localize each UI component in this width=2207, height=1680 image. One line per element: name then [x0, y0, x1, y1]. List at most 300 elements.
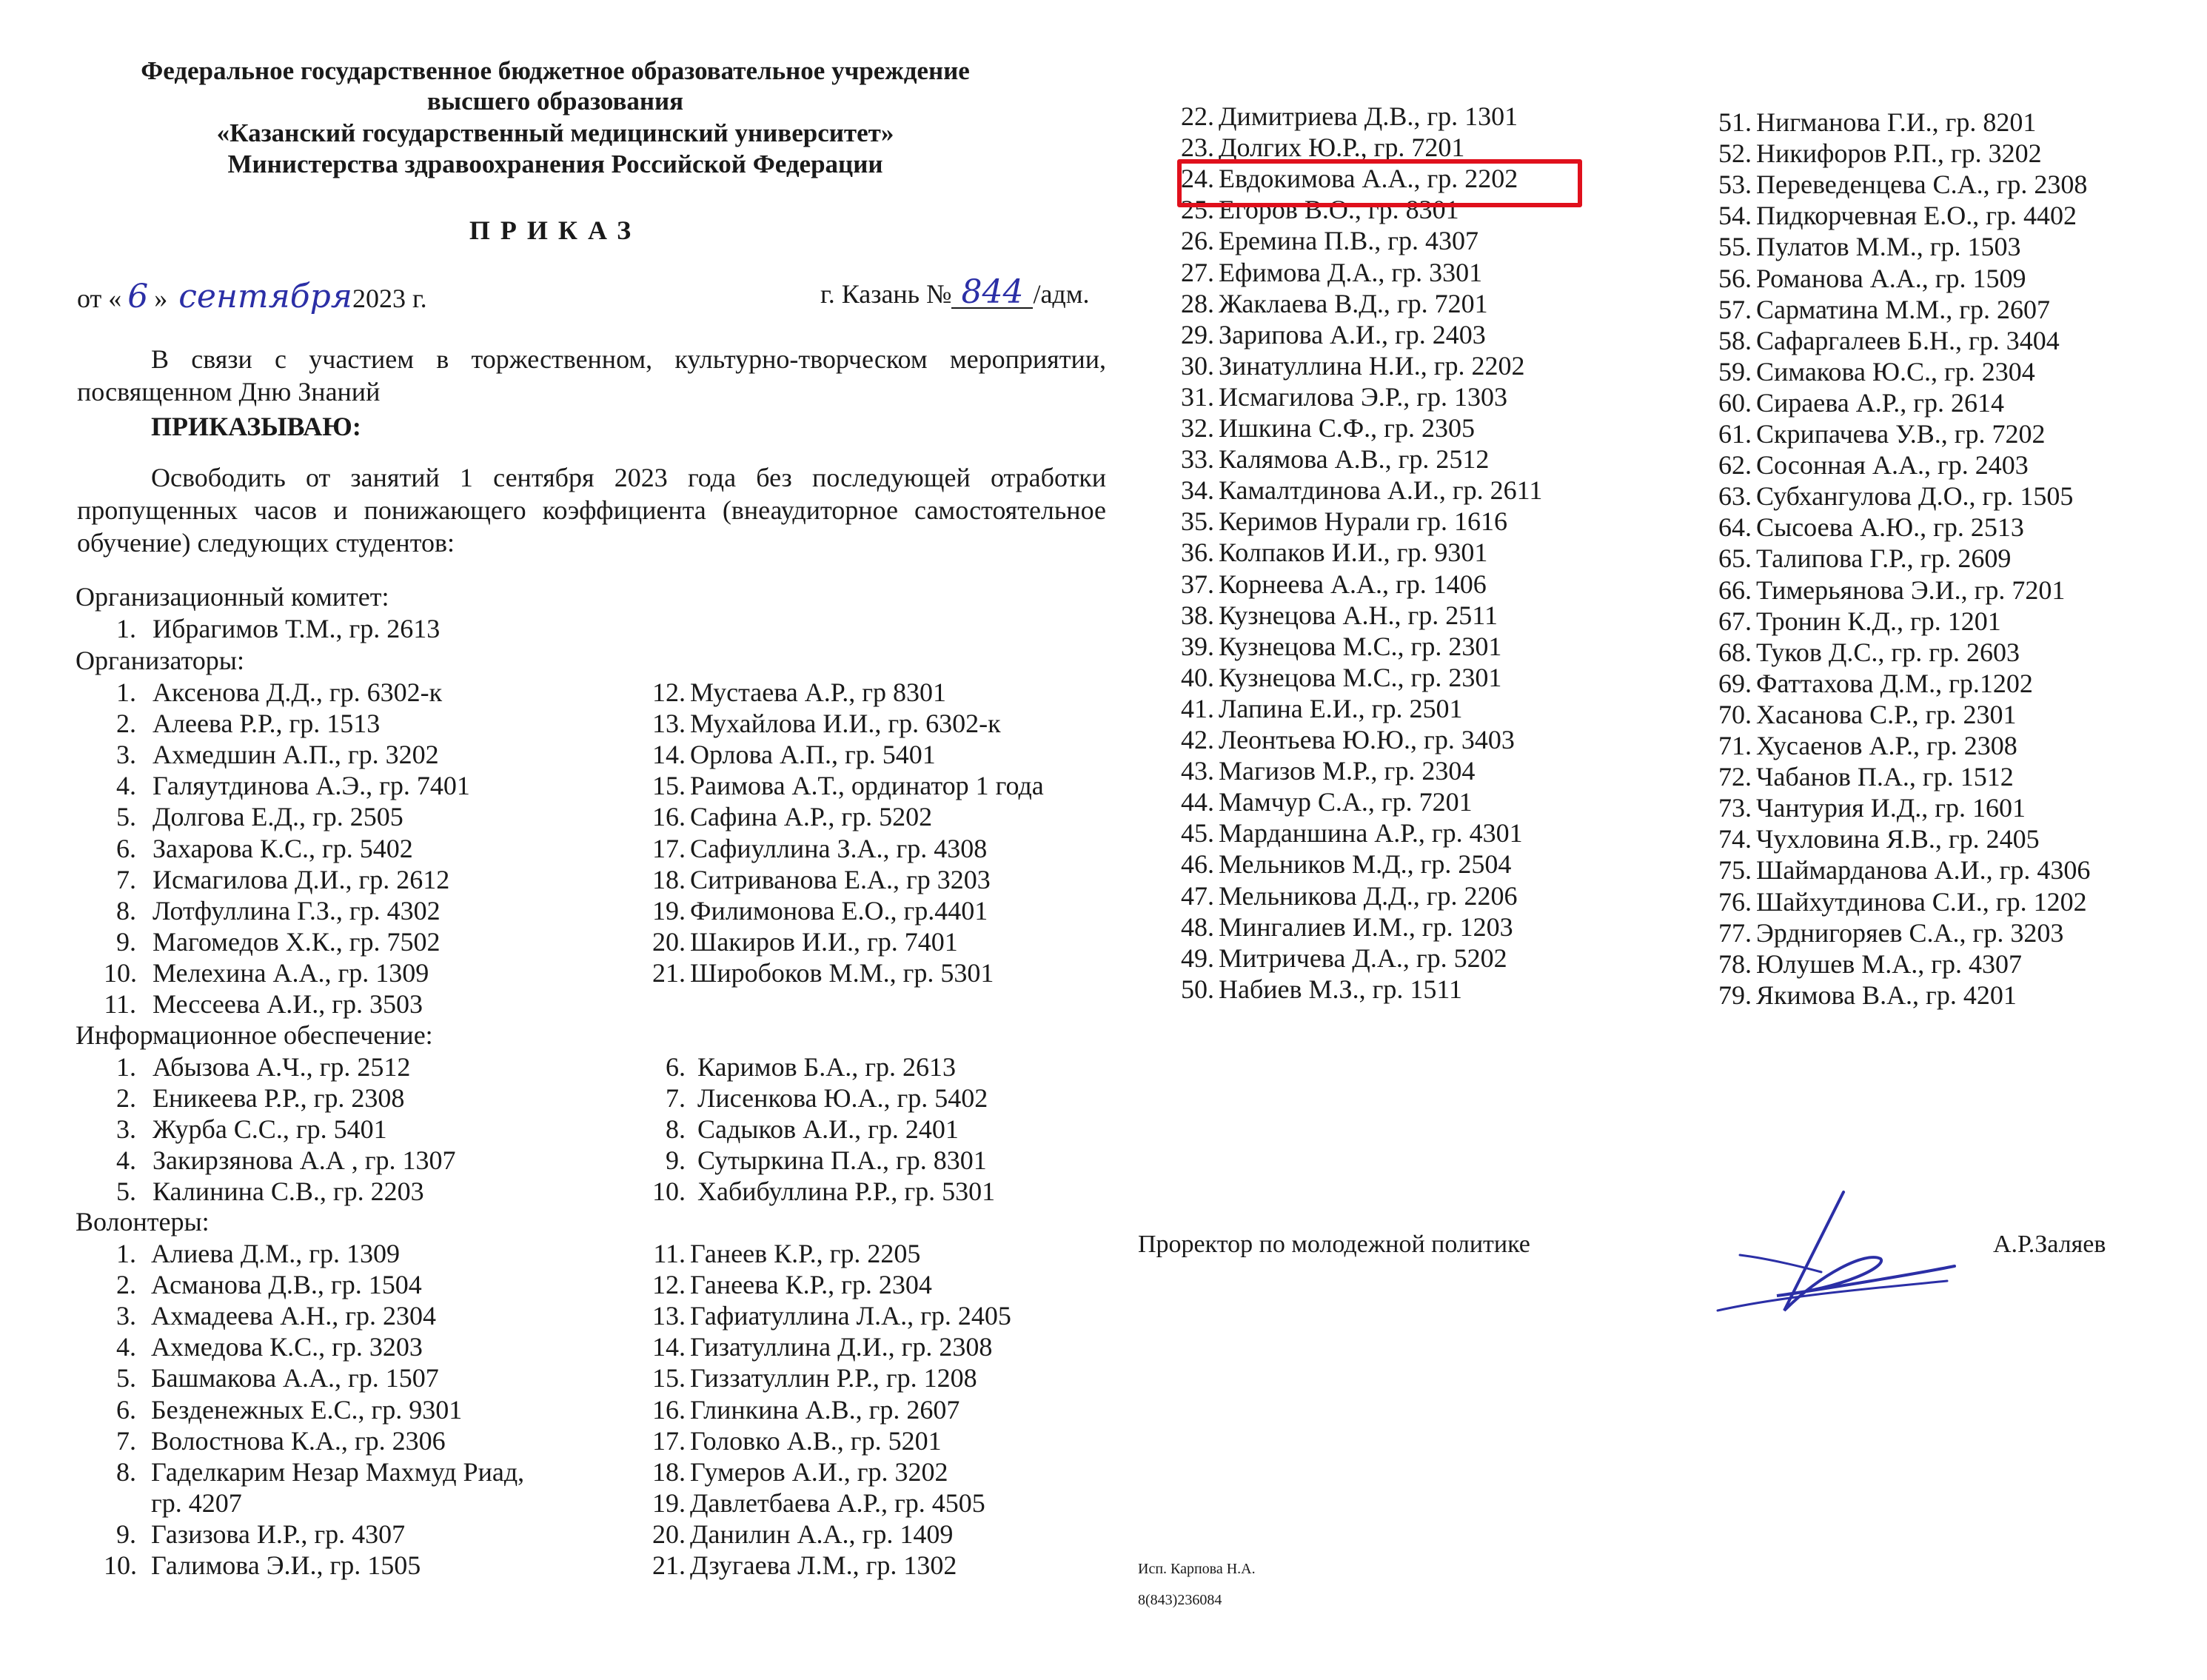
list-item — [104, 801, 403, 832]
instruction-paragraph: Освободить от занятий 1 сентября 2023 года без последующей отработки пропущенных часов и понижающего коэффициента (внеаудиторное самостоятельное обучение) следующих студентов: — [77, 463, 1106, 558]
list-item — [1709, 263, 2026, 294]
list-item-number: 46. — [1181, 849, 1214, 880]
list-item-number: 1. — [116, 1052, 136, 1082]
list-item-text: Гиззатуллин Р.Р., гр. 1208 — [690, 1363, 977, 1393]
list-item-number: 4. — [116, 1332, 136, 1362]
list-item — [1709, 481, 2073, 512]
list-item-number: 2. — [116, 1083, 136, 1114]
list-item-text: Асманова Д.В., гр. 1504 — [151, 1270, 422, 1300]
list-item-text: Камалтдинова А.И., гр. 2611 — [1219, 475, 1543, 506]
list-item — [1171, 693, 1462, 724]
list-item-number: 12. — [652, 677, 686, 707]
list-item-number: 31. — [1181, 381, 1214, 412]
list-item-number: 6. — [666, 1052, 686, 1082]
list-item-text: Галяутдинова А.Э., гр. 7401 — [153, 771, 470, 801]
list-item-text: Шаймарданова А.И., гр. 4306 — [1756, 855, 2091, 886]
list-item — [1709, 231, 2020, 262]
list-item — [643, 1487, 985, 1519]
highlight-box — [1177, 159, 1582, 207]
list-item — [1171, 475, 1542, 506]
list-item-text: Широбоков М.М., гр. 5301 — [690, 957, 994, 988]
list-item — [104, 677, 442, 708]
list-item-number: 4. — [116, 1145, 136, 1176]
list-item-text: Шакиров И.И., гр. 7401 — [690, 926, 958, 957]
list-item — [104, 864, 449, 895]
list-item-text: гр. 4207 — [151, 1487, 242, 1518]
list-item-number: 57. — [1718, 294, 1752, 324]
list-item-number: 69. — [1718, 668, 1752, 698]
list-item — [1171, 225, 1478, 256]
list-item-text: Тимерьянова Э.И., гр. 7201 — [1756, 575, 2066, 605]
list-item — [643, 1519, 953, 1550]
list-item-number: 6. — [116, 1394, 136, 1425]
list-item-text: Сираева А.Р., гр. 2614 — [1756, 387, 2005, 418]
list-item-number: 79. — [1718, 980, 1752, 1010]
list-item-text: Сарматина М.М., гр. 2607 — [1756, 294, 2051, 324]
list-item-number: 5. — [116, 1177, 136, 1207]
list-item-number: 14. — [652, 1332, 686, 1362]
list-item-text: Ганеева К.Р., гр. 2304 — [690, 1270, 932, 1300]
list-item — [643, 957, 994, 988]
list-item-text: Ибрагимов Т.М., гр. 2613 — [153, 614, 441, 643]
list-item — [1709, 854, 2090, 886]
list-item — [1709, 606, 2001, 637]
header-line-3: «Казанский государственный медицинский университет» — [216, 118, 894, 147]
list-item-text: Дзугаева Л.М., гр. 1302 — [690, 1550, 957, 1580]
list-item-text: Алиева Д.М., гр. 1309 — [151, 1239, 401, 1268]
list-item — [643, 1145, 987, 1176]
list-item-text: Алеева Р.Р., гр. 1513 — [153, 709, 381, 739]
list-item-number: 54. — [1718, 201, 1752, 231]
list-item-text: Орлова А.П., гр. 5401 — [690, 740, 936, 770]
list-item-number: 9. — [116, 1519, 136, 1549]
list-item-number: 13. — [652, 1301, 686, 1331]
list-item-number: 15. — [652, 1363, 686, 1393]
list-item-text: Митричева Д.А., гр. 5202 — [1219, 943, 1507, 973]
list-item-number: 64. — [1718, 512, 1752, 543]
list-item-number: 66. — [1718, 575, 1752, 605]
list-item-text: Зарипова А.И., гр. 2403 — [1219, 319, 1486, 349]
list-item — [1171, 288, 1488, 319]
list-item-text: Долгова Е.Д., гр. 2505 — [153, 802, 403, 832]
list-item-text: Лотфуллина Г.З., гр. 4302 — [153, 895, 441, 926]
list-item — [1171, 506, 1507, 537]
list-item-text: Ишкина С.Ф., гр. 2305 — [1219, 413, 1475, 443]
list-item-text: Хусаенов А.Р., гр. 2308 — [1756, 731, 2017, 760]
list-item-text: Тронин К.Д., гр. 1201 — [1756, 606, 2001, 636]
list-item — [1171, 257, 1482, 288]
list-item-number: 3. — [116, 740, 136, 770]
list-item-text: Мухайлова И.И., гр. 6302-к — [690, 709, 1001, 739]
list-item-text: Исмагилова Д.И., гр. 2612 — [153, 864, 450, 894]
list-item-number: 56. — [1718, 263, 1752, 293]
list-item-number: 28. — [1181, 288, 1214, 318]
order-month: сентября — [178, 278, 352, 315]
list-item — [104, 926, 441, 957]
list-item-text: Ганеев К.Р., гр. 2205 — [690, 1239, 921, 1268]
list-item — [104, 1331, 423, 1362]
list-item-number: 70. — [1718, 699, 1752, 729]
list-item-number: 2. — [116, 1270, 136, 1300]
list-item-text: Ефимова Д.А., гр. 3301 — [1219, 257, 1483, 287]
list-item — [1709, 730, 2017, 761]
list-item-number: 43. — [1181, 756, 1214, 786]
section-organizers: Организаторы: — [76, 646, 244, 675]
list-item-text: Субхангулова Д.О., гр. 1505 — [1756, 481, 2074, 512]
list-item — [1709, 387, 2004, 418]
list-item — [1171, 569, 1487, 600]
list-item-number: 3. — [116, 1301, 136, 1331]
list-item — [1171, 319, 1486, 350]
list-item-text: Ахмадеева А.Н., гр. 2304 — [151, 1301, 437, 1331]
list-item-number: 21. — [652, 957, 686, 988]
list-item-text: Нигманова Г.И., гр. 8201 — [1756, 107, 2037, 137]
list-item — [1709, 948, 2022, 980]
list-item-text: Гаделкарим Незар Махмуд Риад, — [151, 1456, 525, 1487]
list-item-number: 73. — [1718, 793, 1752, 823]
list-item — [1709, 980, 2017, 1011]
list-item-number: 68. — [1718, 637, 1752, 667]
list-item — [104, 988, 423, 1020]
list-item — [104, 1487, 242, 1519]
list-item-text: Мустаева А.Р., гр 8301 — [690, 677, 947, 707]
list-item — [643, 1114, 959, 1145]
list-item — [1709, 699, 2016, 730]
list-item — [1709, 668, 2033, 699]
list-item — [1171, 880, 1517, 911]
list-item-text: Мессеева А.И., гр. 3503 — [153, 989, 423, 1019]
list-item-number: 40. — [1181, 662, 1214, 692]
list-item — [104, 1550, 421, 1581]
list-item-number: 29. — [1181, 319, 1214, 349]
list-item-text: Пулатов М.М., гр. 1503 — [1756, 232, 2021, 262]
list-item-number: 6. — [116, 833, 136, 863]
list-item-number: 7. — [666, 1083, 686, 1114]
list-item — [104, 708, 380, 739]
list-item-number: 19. — [652, 1487, 686, 1518]
list-item-number: 7. — [116, 864, 136, 894]
list-item — [1709, 449, 2029, 481]
list-item-number: 75. — [1718, 855, 1752, 886]
list-item — [104, 1456, 524, 1487]
list-item-number: 17. — [652, 833, 686, 863]
list-item-number: 11. — [104, 989, 136, 1019]
list-item-number: 2. — [116, 709, 136, 739]
list-item — [104, 1362, 439, 1393]
list-item-text: Садыков А.И., гр. 2401 — [697, 1114, 959, 1145]
list-item — [1709, 792, 2026, 823]
list-item — [1171, 662, 1501, 693]
list-item-number: 20. — [652, 1519, 686, 1549]
signatory-name: А.Р.Заляев — [1993, 1231, 2106, 1258]
list-item-text: Волостнова К.А., гр. 2306 — [151, 1425, 446, 1456]
list-item-number: 59. — [1718, 356, 1752, 386]
list-item-text: Глинкина А.В., гр. 2607 — [690, 1394, 960, 1425]
list-item-text: Башмакова А.А., гр. 1507 — [151, 1363, 439, 1393]
list-item-text: Хасанова С.Р., гр. 2301 — [1756, 699, 2017, 729]
list-item-number: 77. — [1718, 917, 1752, 948]
list-item-text: Леонтьева Ю.Ю., гр. 3403 — [1219, 725, 1515, 754]
list-item-text: Кузнецова М.С., гр. 2301 — [1219, 662, 1502, 692]
list-item-text: Керимов Нурали гр. 1616 — [1219, 506, 1507, 537]
order-num: 844 — [951, 278, 1033, 309]
section-info: Информационное обеспечение: — [76, 1020, 433, 1050]
list-item-text: Гумеров А.И., гр. 3202 — [690, 1456, 948, 1487]
list-item-text: Ситриванова Е.А., гр 3203 — [690, 864, 991, 894]
list-item-text: Ахмедшин А.П., гр. 3202 — [153, 740, 439, 770]
list-item — [104, 957, 429, 988]
list-item-text: Переведенцева С.А., гр. 2308 — [1756, 170, 2088, 200]
list-item-number: 18. — [652, 1456, 686, 1487]
list-item — [104, 1519, 405, 1550]
list-item — [643, 1082, 988, 1114]
list-item — [1709, 356, 2035, 387]
list-item — [643, 926, 958, 957]
order-city-num: г. Казань № — [820, 279, 952, 309]
list-item — [1709, 512, 2024, 543]
list-item-number: 10. — [104, 957, 137, 988]
list-item-number: 53. — [1718, 170, 1752, 200]
list-item-number: 23. — [1181, 133, 1214, 163]
list-item-text: Сутыркина П.А., гр. 8301 — [697, 1145, 987, 1176]
order-close-quote: » — [154, 284, 168, 313]
list-item-number: 12. — [652, 1270, 686, 1300]
list-item — [104, 1145, 456, 1176]
list-item — [104, 1425, 446, 1456]
list-item-text: Долгих Ю.Р., гр. 7201 — [1219, 133, 1465, 163]
list-item-number: 8. — [116, 1456, 136, 1487]
list-item-text: Мельникова Д.Д., гр. 2206 — [1219, 880, 1518, 911]
section-volunteers: Волонтеры: — [76, 1207, 210, 1236]
list-item-number: 49. — [1181, 943, 1214, 973]
list-item-number: 52. — [1718, 138, 1752, 169]
list-item-text: Пидкорчевная Е.О., гр. 4402 — [1756, 201, 2077, 231]
list-item-text: Галимова Э.И., гр. 1505 — [151, 1550, 421, 1580]
list-item-number: 22. — [1181, 101, 1214, 131]
list-item-text: Шайхутдинова С.И., гр. 1202 — [1756, 886, 2087, 917]
list-item-number: 8. — [116, 895, 136, 926]
list-item-text: Мамчур С.А., гр. 7201 — [1219, 787, 1473, 817]
list-item — [104, 1394, 462, 1425]
list-item — [1171, 974, 1462, 1005]
list-item — [1171, 817, 1523, 849]
list-item — [1171, 101, 1518, 132]
list-item — [643, 770, 1044, 801]
list-item-text: Филимонова Е.О., гр.4401 — [690, 895, 988, 926]
list-item — [643, 1456, 948, 1487]
document-title: ПРИКАЗ — [469, 215, 642, 245]
list-item — [1709, 917, 2063, 948]
list-item — [643, 801, 932, 832]
list-item-text: Каримов Б.А., гр. 2613 — [697, 1052, 956, 1082]
list-item — [104, 1051, 410, 1082]
list-item — [104, 739, 439, 770]
list-item-number: 15. — [652, 771, 686, 801]
list-item-number: 16. — [652, 802, 686, 832]
list-item-text: Симакова Ю.С., гр. 2304 — [1756, 356, 2035, 386]
list-item-text: Давлетбаева А.Р., гр. 4505 — [690, 1487, 985, 1518]
order-day: 6 — [127, 278, 149, 315]
list-item-text: Исмагилова Э.Р., гр. 1303 — [1219, 381, 1508, 412]
list-item — [643, 1550, 957, 1581]
list-item-text: Юлушев М.А., гр. 4307 — [1756, 948, 2022, 979]
list-item — [1709, 418, 2046, 449]
list-item-number: 36. — [1181, 538, 1214, 568]
list-item — [1709, 107, 2036, 138]
list-item-text: Романова А.А., гр. 1509 — [1756, 263, 2026, 293]
list-item-number: 71. — [1718, 731, 1752, 760]
list-item-text: Кузнецова А.Н., гр. 2511 — [1219, 600, 1498, 630]
list-item-text: Талипова Г.Р., гр. 2609 — [1756, 543, 2012, 574]
list-item-text: Магизов М.Р., гр. 2304 — [1219, 756, 1476, 786]
list-item-text: Сафиуллина З.А., гр. 4308 — [690, 833, 988, 863]
list-item-number: 55. — [1718, 232, 1752, 262]
list-item-number: 37. — [1181, 569, 1214, 599]
list-item-text: Корнеева А.А., гр. 1406 — [1219, 569, 1487, 599]
list-item — [1171, 537, 1487, 568]
list-item-number: 65. — [1718, 543, 1752, 574]
list-item-text: Калямова А.В., гр. 2512 — [1219, 444, 1490, 475]
list-item-text: Еникеева Р.Р., гр. 2308 — [153, 1083, 405, 1114]
list-item-number: 50. — [1181, 974, 1214, 1004]
list-item-text: Марданшина А.Р., гр. 4301 — [1219, 818, 1523, 849]
list-item — [643, 1238, 920, 1269]
list-item-text: Эрднигоряев С.А., гр. 3203 — [1756, 917, 2064, 948]
list-item — [1171, 786, 1473, 817]
intro-paragraph: В связи с участием в торжественном, культурно-творческом мероприятии, посвященном Дню Знаний — [77, 344, 1106, 406]
header-line-4: Министерства здравоохранения Российской Федерации — [227, 150, 883, 178]
order-number — [820, 273, 1090, 311]
list-item — [104, 1300, 436, 1331]
list-item-text: Калинина С.В., гр. 2203 — [153, 1177, 424, 1207]
list-item-number: 60. — [1718, 387, 1752, 418]
list-item-number: 9. — [666, 1145, 686, 1176]
list-item-text: Гизатуллина Д.И., гр. 2308 — [690, 1332, 993, 1362]
list-item — [643, 864, 991, 895]
list-item — [1709, 200, 2077, 231]
header-line-2: высшего образования — [426, 87, 684, 116]
list-item-number: 7. — [116, 1425, 136, 1456]
list-item-number: 30. — [1181, 350, 1214, 381]
list-item-text: Фаттахова Д.М., гр.1202 — [1756, 668, 2033, 698]
signatory-position: Проректор по молодежной политике — [1138, 1231, 1530, 1258]
list-item-text: Димитриева Д.В., гр. 1301 — [1219, 101, 1518, 131]
list-item — [104, 770, 470, 801]
list-item — [1709, 823, 2040, 854]
list-item-number: 14. — [652, 740, 686, 770]
list-item-number: 63. — [1718, 481, 1752, 512]
list-item-text: Газизова И.Р., гр. 4307 — [151, 1519, 406, 1549]
list-item-number: 4. — [116, 771, 136, 801]
list-item-number: 1. — [116, 1239, 136, 1268]
list-item-number: 34. — [1181, 475, 1214, 506]
list-item — [1709, 294, 2050, 325]
list-item-number: 61. — [1718, 419, 1752, 449]
list-item-number: 51. — [1718, 107, 1752, 137]
list-item — [104, 833, 413, 864]
order-suffix: /адм. — [1033, 279, 1090, 309]
list-item-number: 8. — [666, 1114, 686, 1145]
list-item — [1171, 412, 1475, 444]
list-item-number: 5. — [116, 802, 136, 832]
order-ot: от « — [77, 284, 122, 313]
list-item-number: 76. — [1718, 886, 1752, 917]
list-item-text: Кузнецова М.С., гр. 2301 — [1219, 631, 1502, 661]
list-item — [1171, 631, 1501, 662]
list-item — [643, 677, 946, 708]
list-item-number: 10. — [652, 1177, 686, 1207]
list-item-number: 44. — [1181, 787, 1214, 817]
list-item — [1171, 755, 1475, 786]
list-item — [1171, 600, 1498, 631]
list-item-text: Лисенкова Ю.А., гр. 5402 — [697, 1083, 988, 1114]
list-item-text: Лапина Е.И., гр. 2501 — [1219, 693, 1463, 723]
list-item — [1709, 886, 2087, 917]
list-item-number: 26. — [1181, 226, 1214, 256]
list-item-text: Сосонная А.А., гр. 2403 — [1756, 450, 2029, 481]
list-item-text: Еремина П.В., гр. 4307 — [1219, 226, 1479, 256]
list-item-number: 16. — [652, 1394, 686, 1425]
list-item-number: 18. — [652, 864, 686, 894]
executor-label: Исп. Карпова Н.А. — [1138, 1561, 1256, 1577]
list-item-number: 10. — [104, 1550, 137, 1580]
list-item-number: 1. — [116, 614, 136, 643]
list-item-number: 13. — [652, 709, 686, 739]
list-item-number: 48. — [1181, 911, 1214, 942]
list-item-text: Аксенова Д.Д., гр. 6302-к — [153, 677, 443, 707]
list-item-number: 38. — [1181, 600, 1214, 630]
list-item — [1171, 132, 1464, 163]
list-item — [643, 1362, 977, 1393]
list-item-text: Мельников М.Д., гр. 2504 — [1219, 849, 1512, 880]
list-item — [1709, 138, 2042, 169]
list-item-text: Чабанов П.А., гр. 1512 — [1756, 762, 2014, 792]
list-item-number: 1. — [116, 677, 136, 707]
list-item-number: 67. — [1718, 606, 1752, 636]
list-item-number: 32. — [1181, 413, 1214, 443]
list-item — [643, 1331, 992, 1362]
signature-mark — [1710, 1185, 1969, 1325]
list-item-text: Магомедов Х.К., гр. 7502 — [153, 926, 441, 957]
list-item — [643, 1394, 960, 1425]
command-word: ПРИКАЗЫВАЮ: — [151, 412, 361, 441]
list-item-text: Гафиатуллина Л.А., гр. 2405 — [690, 1301, 1011, 1331]
list-item-text: Мингалиев И.М., гр. 1203 — [1219, 911, 1513, 942]
list-item — [104, 1238, 400, 1269]
list-item-number: 41. — [1181, 693, 1214, 723]
list-item-number: 19. — [652, 895, 686, 926]
executor-phone: 8(843)236084 — [1138, 1592, 1222, 1608]
list-item-text: Закирзянова А.А , гр. 1307 — [153, 1145, 456, 1176]
list-item — [1171, 724, 1515, 755]
list-item-number: 17. — [652, 1425, 686, 1456]
list-item-text: Сысоева А.Ю., гр. 2513 — [1756, 512, 2024, 543]
list-item-text: Чухловина Я.В., гр. 2405 — [1756, 824, 2040, 854]
list-item-text: Абызова А.Ч., гр. 2512 — [153, 1052, 411, 1082]
order-date — [77, 278, 427, 315]
list-item — [1171, 943, 1507, 974]
list-item-number: 39. — [1181, 631, 1214, 661]
list-item — [1709, 169, 2087, 200]
list-item — [104, 1269, 422, 1300]
list-item — [1709, 543, 2011, 574]
list-item-text: Сафаргалеев Б.Н., гр. 3404 — [1756, 325, 2060, 355]
list-item-text: Скрипачева У.В., гр. 7202 — [1756, 419, 2046, 449]
list-item-number: 35. — [1181, 506, 1214, 537]
list-item — [643, 708, 1001, 739]
list-item-number: 72. — [1718, 762, 1752, 792]
list-item-text: Сафина А.Р., гр. 5202 — [690, 802, 933, 832]
